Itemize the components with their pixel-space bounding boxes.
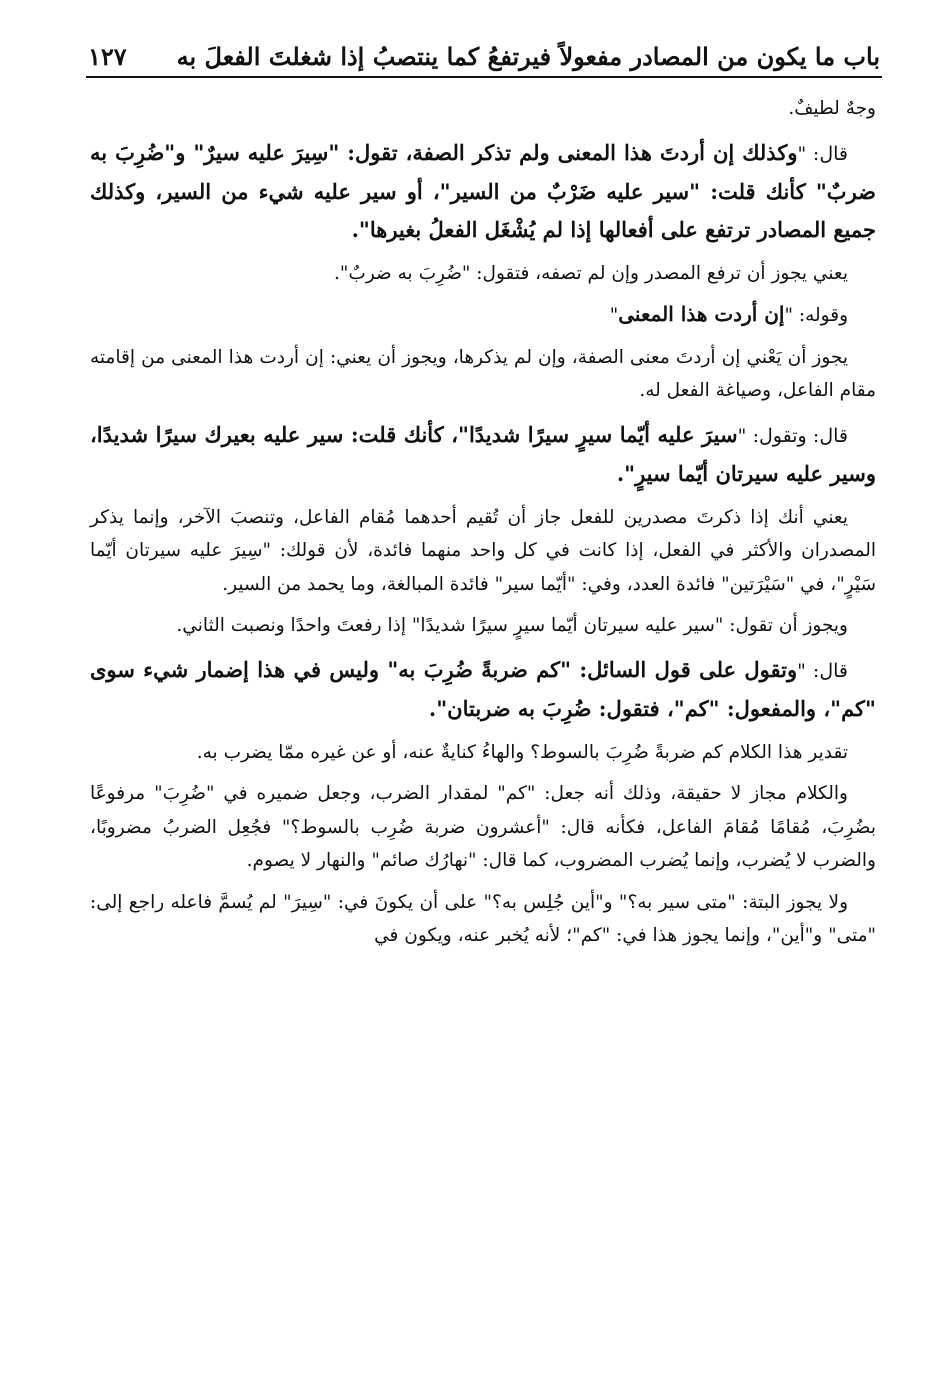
paragraph <box>90 298 876 333</box>
text-run: وتقول على قول السائل: "كم ضربةً ضُرِبَ به" وليس في هذا إضمار شيء سوى "كم"، والمفعول: "كم"، فتقول: ضُرِبَ به ضربتان". <box>90 656 876 721</box>
header-rule <box>86 76 882 78</box>
page-body <box>90 92 876 961</box>
page-header <box>88 28 880 72</box>
paragraph <box>90 736 876 770</box>
paragraph <box>90 609 876 643</box>
text-run: ويجوز أن تقول: "سير عليه سيرتان أيّما سيرٍ سيرًا شديدًا" إذا رفعتَ واحدًا ونصبت الثاني. <box>176 615 848 636</box>
text-run: قال: " <box>797 659 849 682</box>
paragraph <box>90 651 876 728</box>
paragraph <box>90 416 876 493</box>
text-run: وكذلك إن أردتَ هذا المعنى ولم تذكر الصفة، تقول: "سِيرَ عليه سيرٌ" و"ضُرِبَ به ضربٌ" كأنك قلت: "سير عليه ضَرْبٌ من السير"، أو سير عليه شيء من السير، وكذلك جميع المصادر ترتفع على أفعالها إذا لم يُشْغَل الفعلُ بغيرها". <box>90 139 876 242</box>
text-run: " <box>609 305 619 326</box>
paragraph <box>90 92 876 126</box>
text-run: والكلام مجاز لا حقيقة، وذلك أنه جعل: "كم" لمقدار الضرب، وجعل ضميره في "ضُرِبَ" مرفوعًا بضُرِبَ، مُقامًا مُقامَ الفاعل، فكأنه قال: "أعشرون ضربة ضُرِب بالسوط؟" فجُعِل الضربُ مضروبًا، والضرب لا يُضرب، وإنما يُضرب المضروب، كما قال: "نهارُك صائم" والنهار لا يصوم. <box>90 783 876 871</box>
text-run: يجوز أن يَعْني إن أردتَ معنى الصفة، وإن لم يذكرها، ويجوز أن يعني: إن أردت هذا المعنى من إقامته مقام الفاعل، وصياغة الفعل له. <box>90 346 876 401</box>
text-run: تقدير هذا الكلام كم ضربةً ضُرِبَ بالسوط؟ والهاءُ كنايةٌ عنه، أو عن غيره ممّا يضرب به. <box>196 741 848 763</box>
paragraph <box>90 501 876 602</box>
paragraph <box>90 886 876 953</box>
running-title: باب ما يكون من المصادر مفعولاً فيرتفعُ كما ينتصبُ إذا شغلتَ الفعلَ به <box>176 42 880 72</box>
paragraph <box>90 777 876 878</box>
text-run: إن أردت هذا المعنى <box>618 302 785 326</box>
paragraph <box>90 341 876 408</box>
text-run: وقوله: " <box>784 305 848 326</box>
text-run: سيرَ عليه أيّما سيرٍ سيرًا شديدًا"، كأنك قلت: سير عليه بعيرك سيرًا شديدًا، وسير عليه سيرتان أيّما سيرٍ". <box>90 421 876 486</box>
text-run: يعني أنك إذا ذكرتَ مصدرين للفعل جاز أن تُقيم أحدهما مُقام الفاعل، وتنصبَ الآخر، وإنما يذكر المصدران والأكثر في الفعل، إذا كانت في كل واحد منهما فائدة، لأن قولك: "سِيرَ عليه سيرتان أيّما سَيْرٍ"، في "سَيْرَتين" فائدة العدد، وفي: "أيّما سير" فائدة المبالغة، وما يحمد من السير. <box>90 506 876 595</box>
paragraph <box>90 134 876 249</box>
text-run: ولا يجوز البتة: "متى سير به؟" و"أين جُلِس به؟" على أن يكونَ في: "سِيرَ" لم يُسمَّ فاعله راجع إلى: "متى" و"أين"، وإنما يجوز هذا في: "كم"؛ لأنه يُخبر عنه، ويكون في <box>90 891 876 946</box>
text-run: يعني يجوز أن ترفع المصدر وإن لم تصفه، فتقول: "ضُرِبَ به ضربٌ". <box>334 262 848 284</box>
paragraph <box>90 257 876 291</box>
text-run: قال: " <box>797 142 848 165</box>
text-run: قال: وتقول: " <box>737 424 848 447</box>
page-number: ١٢٧ <box>88 42 127 72</box>
text-run: وجهٌ لطيفٌ. <box>788 98 876 119</box>
